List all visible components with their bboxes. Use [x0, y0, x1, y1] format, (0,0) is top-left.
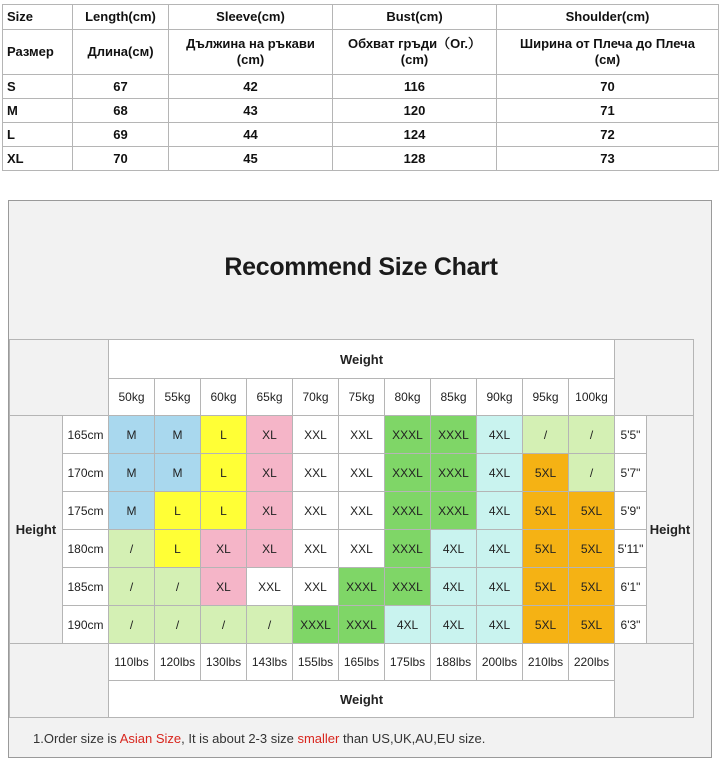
size-chart-rows	[10, 340, 694, 718]
size-recommendation-cell: 4XL	[477, 606, 523, 644]
measurement-table	[2, 4, 719, 171]
size-recommendation-cell: 4XL	[431, 606, 477, 644]
size-recommendation-cell: 5XL	[569, 492, 615, 530]
size-recommendation-cell: XL	[247, 492, 293, 530]
height-ft-label: 5'9"	[615, 492, 647, 530]
header-sleeve-bg: Дължина на ръкави (cm)	[169, 30, 333, 75]
size-note: 1.Order size is Asian Size, It is about 2-3 size smaller than US,UK,AU,EU size.	[33, 731, 486, 746]
size-recommendation-cell: XXXL	[293, 606, 339, 644]
size-recommendation-cell: XL	[247, 530, 293, 568]
height-cm-label: 175cm	[63, 492, 109, 530]
size-recommendation-cell: 4XL	[431, 568, 477, 606]
size-recommendation-cell: 4XL	[477, 416, 523, 454]
header-bust-bg: Обхват гръди（Ог.） (cm)	[333, 30, 497, 75]
asian-size-highlight: Asian Size	[119, 731, 182, 746]
size-recommendation-cell: XXL	[339, 416, 385, 454]
size-recommendation-cell: 5XL	[523, 492, 569, 530]
lbs-row	[10, 644, 694, 681]
size-recommendation-cell: 4XL	[477, 530, 523, 568]
weight-footer-row	[10, 681, 694, 718]
measurement-cell: 72	[497, 123, 719, 147]
measurement-cell: 124	[333, 123, 497, 147]
size-recommendation-cell: XXXL	[385, 416, 431, 454]
weight-header-row	[10, 340, 694, 379]
size-recommendation-cell: /	[523, 416, 569, 454]
size-recommendation-cell: 4XL	[385, 606, 431, 644]
height-cm-label: 165cm	[63, 416, 109, 454]
measurement-cell: 69	[73, 123, 169, 147]
size-recommendation-cell: /	[155, 568, 201, 606]
measurement-cell: 116	[333, 75, 497, 99]
header-shoulder-bg: Ширина от Плеча до Плеча (см)	[497, 30, 719, 75]
size-recommendation-cell: XXXL	[431, 454, 477, 492]
lbs-label: 175lbs	[385, 644, 431, 681]
measurement-cell: 42	[169, 75, 333, 99]
measurement-cell: 43	[169, 99, 333, 123]
size-recommendation-cell: XXXL	[385, 454, 431, 492]
size-recommendation-cell: 5XL	[569, 530, 615, 568]
measurement-cell: 71	[497, 99, 719, 123]
kg-row	[10, 379, 694, 416]
kg-label: 55kg	[155, 379, 201, 416]
size-recommendation-cell: /	[155, 606, 201, 644]
measurement-cell: 128	[333, 147, 497, 171]
right-blank-top	[615, 340, 694, 416]
size-recommendation-cell: M	[109, 416, 155, 454]
size-recommendation-cell: /	[569, 416, 615, 454]
size-recommendation-cell: M	[109, 492, 155, 530]
size-recommendation-cell: 5XL	[569, 606, 615, 644]
kg-label: 50kg	[109, 379, 155, 416]
height-ft-label: 6'1"	[615, 568, 647, 606]
size-recommendation-cell: XXL	[293, 492, 339, 530]
height-row	[10, 492, 694, 530]
size-recommendation-cell: XXXL	[385, 530, 431, 568]
size-recommendation-cell: 5XL	[523, 568, 569, 606]
size-recommendation-cell: /	[201, 606, 247, 644]
right-blank-bottom	[615, 644, 694, 718]
size-recommendation-cell: L	[155, 530, 201, 568]
size-recommendation-cell: /	[109, 530, 155, 568]
size-recommendation-cell: /	[247, 606, 293, 644]
header-shoulder: Shoulder(cm)	[497, 5, 719, 30]
size-recommendation-cell: M	[155, 454, 201, 492]
size-recommendation-cell: XXL	[339, 492, 385, 530]
size-cell: L	[3, 123, 73, 147]
size-recommendation-cell: M	[155, 416, 201, 454]
size-recommendation-cell: 5XL	[523, 606, 569, 644]
measurement-cell: 44	[169, 123, 333, 147]
size-cell: XL	[3, 147, 73, 171]
lbs-label: 200lbs	[477, 644, 523, 681]
header-size-bg: Размер	[3, 30, 73, 75]
size-recommendation-cell: XXXL	[385, 568, 431, 606]
chart-title: Recommend Size Chart	[224, 253, 498, 281]
measurement-cell: 70	[497, 75, 719, 99]
size-cell: S	[3, 75, 73, 99]
height-row	[10, 454, 694, 492]
size-recommendation-cell: XXXL	[431, 416, 477, 454]
size-recommendation-cell: XL	[247, 454, 293, 492]
lbs-label: 130lbs	[201, 644, 247, 681]
header-size: Size	[3, 5, 73, 30]
measurement-row	[3, 99, 719, 123]
measurement-cell: 70	[73, 147, 169, 171]
measurement-cell: 67	[73, 75, 169, 99]
size-recommendation-cell: 4XL	[431, 530, 477, 568]
size-recommendation-cell: XL	[201, 530, 247, 568]
size-recommendation-cell: XXXL	[339, 606, 385, 644]
kg-label: 100kg	[569, 379, 615, 416]
measurement-cell: 68	[73, 99, 169, 123]
size-recommendation-cell: L	[155, 492, 201, 530]
size-recommendation-cell: L	[201, 416, 247, 454]
size-recommendation-cell: /	[569, 454, 615, 492]
size-recommendation-cell: 4XL	[477, 492, 523, 530]
height-cm-label: 190cm	[63, 606, 109, 644]
kg-label: 75kg	[339, 379, 385, 416]
lbs-label: 165lbs	[339, 644, 385, 681]
height-row	[10, 568, 694, 606]
measurement-row	[3, 75, 719, 99]
size-chart-grid	[9, 339, 694, 718]
lbs-label: 210lbs	[523, 644, 569, 681]
size-recommendation-cell: 4XL	[477, 568, 523, 606]
kg-label: 80kg	[385, 379, 431, 416]
measurement-cell: 120	[333, 99, 497, 123]
header-sleeve: Sleeve(cm)	[169, 5, 333, 30]
measurement-cell: 73	[497, 147, 719, 171]
kg-label: 60kg	[201, 379, 247, 416]
corner-blank-bottom	[10, 644, 109, 718]
measurement-row	[3, 123, 719, 147]
size-recommendation-cell: XXXL	[339, 568, 385, 606]
corner-blank	[10, 340, 109, 416]
measurement-cell: 45	[169, 147, 333, 171]
size-recommendation-cell: XXL	[293, 454, 339, 492]
height-row	[10, 416, 694, 454]
size-recommendation-cell: M	[109, 454, 155, 492]
size-cell: M	[3, 99, 73, 123]
size-recommendation-cell: XXL	[293, 530, 339, 568]
size-recommendation-cell: L	[201, 454, 247, 492]
header-row-bg	[3, 30, 719, 75]
weight-label-bottom: Weight	[109, 681, 615, 718]
lbs-label: 220lbs	[569, 644, 615, 681]
size-recommendation-cell: 5XL	[569, 568, 615, 606]
size-recommendation-cell: XL	[201, 568, 247, 606]
lbs-label: 143lbs	[247, 644, 293, 681]
size-recommendation-cell: /	[109, 568, 155, 606]
size-recommendation-cell: 5XL	[523, 530, 569, 568]
size-recommendation-cell: XXL	[247, 568, 293, 606]
size-recommendation-cell: XXXL	[431, 492, 477, 530]
size-recommendation-cell: XXL	[293, 568, 339, 606]
height-label-left: Height	[10, 416, 63, 644]
size-recommendation-cell: /	[109, 606, 155, 644]
kg-label: 90kg	[477, 379, 523, 416]
size-recommendation-cell: L	[201, 492, 247, 530]
height-row	[10, 606, 694, 644]
size-recommendation-cell: 4XL	[477, 454, 523, 492]
header-row-en	[3, 5, 719, 30]
height-cm-label: 180cm	[63, 530, 109, 568]
kg-label: 65kg	[247, 379, 293, 416]
height-ft-label: 5'7"	[615, 454, 647, 492]
size-recommendation-cell: 5XL	[523, 454, 569, 492]
height-ft-label: 6'3"	[615, 606, 647, 644]
size-chart-panel	[8, 200, 712, 758]
lbs-label: 188lbs	[431, 644, 477, 681]
header-length: Length(cm)	[73, 5, 169, 30]
smaller-highlight: smaller	[297, 731, 340, 746]
size-recommendation-cell: XXL	[339, 454, 385, 492]
measurement-rows	[3, 75, 719, 171]
height-ft-label: 5'5"	[615, 416, 647, 454]
kg-label: 95kg	[523, 379, 569, 416]
size-recommendation-cell: XXL	[339, 530, 385, 568]
measurement-row	[3, 147, 719, 171]
height-row	[10, 530, 694, 568]
lbs-label: 110lbs	[109, 644, 155, 681]
header-length-bg: Длина(см)	[73, 30, 169, 75]
size-recommendation-cell: XXL	[293, 416, 339, 454]
weight-label-top: Weight	[109, 340, 615, 379]
size-recommendation-cell: XXXL	[385, 492, 431, 530]
kg-label: 70kg	[293, 379, 339, 416]
header-bust: Bust(cm)	[333, 5, 497, 30]
height-cm-label: 170cm	[63, 454, 109, 492]
size-recommendation-cell: XL	[247, 416, 293, 454]
height-ft-label: 5'11"	[615, 530, 647, 568]
lbs-label: 155lbs	[293, 644, 339, 681]
height-cm-label: 185cm	[63, 568, 109, 606]
height-label-right: Height	[647, 416, 694, 644]
lbs-label: 120lbs	[155, 644, 201, 681]
kg-label: 85kg	[431, 379, 477, 416]
